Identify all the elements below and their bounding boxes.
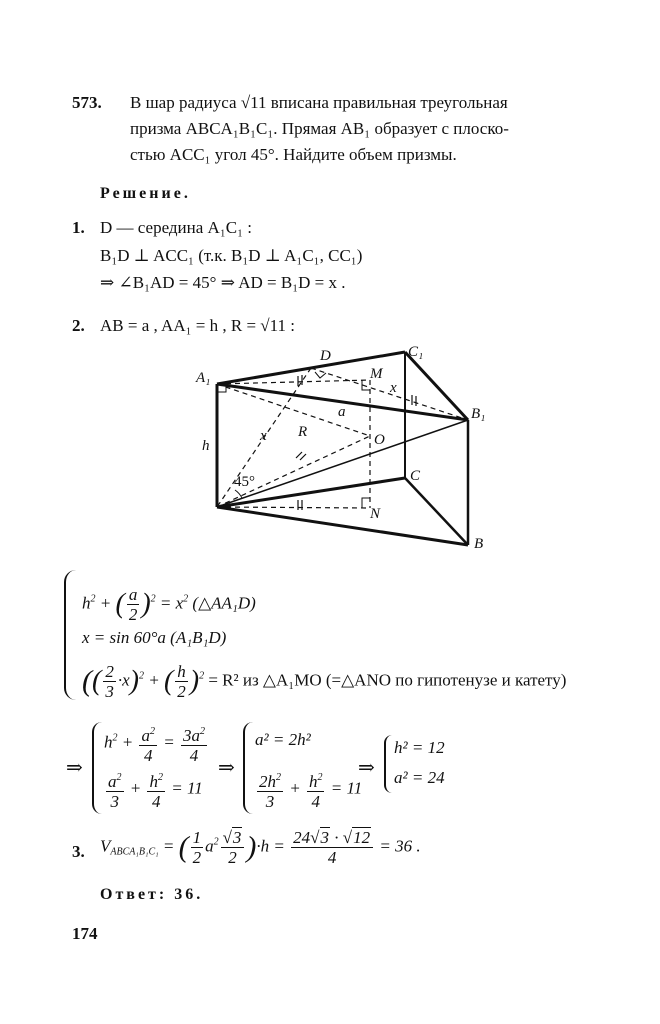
arrow-3: ⇒ bbox=[358, 757, 375, 779]
dashed-a1o bbox=[217, 384, 370, 436]
step3-formula: $V_{ABCA_1B_1C_1}$ = ( $\frac{1}{2}$ $a^2$ $\frac{√3}{2}$ )·h = $\frac{24√3 \cdot √12}{4}$ = 36 . bbox=[100, 828, 421, 867]
edge-c1b1 bbox=[405, 352, 468, 420]
step1-line-2: B₁D ⊥ ACC₁ (т.к. B₁D ⊥ A₁C₁, CC₁) bbox=[100, 246, 363, 265]
label-a1: A₁ bbox=[196, 370, 211, 386]
arrow-1: ⇒ bbox=[66, 757, 83, 779]
label-b: B bbox=[474, 536, 484, 552]
system2b-brace bbox=[243, 722, 255, 814]
problem-line-1: В шар радиуса √11 вписана правильная треугольная bbox=[130, 93, 508, 112]
system1-eq3: (( $\frac{2}{3}$ ·x)$^2$ + ( $\frac{h}{2}$ )$^2$ = R² из △A₁MO (=△ANO по гипотенузе и катету) bbox=[82, 662, 567, 701]
label-r: R bbox=[298, 424, 308, 440]
system2c-eq2: a² = 24 bbox=[394, 768, 445, 787]
answer: Ответ: 36. bbox=[100, 886, 204, 903]
step3-number: 3. bbox=[72, 842, 85, 861]
system2a-eq2: $\frac{a^2}{3}$ + $\frac{h^2}{4}$ = 11 bbox=[104, 768, 203, 811]
step1-number: 1. bbox=[72, 218, 85, 237]
label-c: C bbox=[410, 468, 421, 484]
system2a-eq1: $h^2$ + $\frac{a^2}{4}$ = $\frac{3a^2}{4}$ bbox=[104, 722, 209, 765]
label-o: O bbox=[374, 432, 385, 448]
system2b-eq1: a² = 2h² bbox=[255, 730, 311, 749]
label-angle: 45° bbox=[234, 474, 255, 490]
label-c1: C₁ bbox=[408, 344, 424, 360]
edge-ab bbox=[217, 507, 468, 545]
system2a-brace bbox=[92, 722, 104, 814]
system1-eq1: $h^2$ + ( $\frac{a}{2}$ )$^2 = x^2$ (△AA₁D) bbox=[82, 585, 256, 624]
system1-eq2 bbox=[82, 626, 226, 650]
line-ab1 bbox=[217, 420, 468, 507]
step1-line-3: ⇒ ∠B₁AD = 45° ⇒ AD = B₁D = x . bbox=[100, 273, 346, 292]
label-b1: B₁ bbox=[471, 406, 486, 422]
label-x-mid: x bbox=[260, 428, 267, 444]
dashed-an bbox=[217, 507, 370, 508]
label-h: h bbox=[202, 438, 210, 454]
system2b-eq2: $\frac{2h^2}{3}$ + $\frac{h^2}{4}$ = 11 bbox=[255, 768, 362, 811]
system2c-brace bbox=[384, 735, 394, 793]
page-number: 174 bbox=[72, 924, 98, 943]
system1-eq3-tail: = R² из △A₁MO (=△ANO по гипотенузе и катету) bbox=[208, 670, 567, 690]
arrow-2: ⇒ bbox=[218, 757, 235, 779]
prism-figure bbox=[190, 340, 500, 555]
edge-cb bbox=[405, 478, 468, 545]
label-d: D bbox=[320, 348, 331, 364]
step2-number: 2. bbox=[72, 316, 85, 335]
system1-eq2-tri: (A₁B₁D) bbox=[170, 628, 227, 647]
problem-line-3: стью ACC₁ угол 45°. Найдите объем призмы. bbox=[130, 145, 457, 164]
problem-number: 573. bbox=[72, 93, 102, 112]
system2c-eq1: h² = 12 bbox=[394, 738, 445, 757]
system1-brace bbox=[64, 570, 80, 700]
step2-line: AB = a , AA₁ = h , R = √11 : bbox=[100, 316, 295, 335]
problem-line-2: призма ABCA₁B₁C₁. Прямая AB₁ образует с плоско- bbox=[130, 119, 509, 138]
label-m: M bbox=[370, 366, 383, 382]
system1-eq1-tri: (△AA₁D) bbox=[192, 593, 256, 613]
label-n: N bbox=[370, 506, 381, 522]
solution-heading: Решение. bbox=[100, 185, 191, 202]
label-a: a bbox=[338, 404, 346, 420]
label-x-top: x bbox=[390, 380, 397, 396]
system1-eq2-lhs: x = sin 60°a bbox=[82, 628, 166, 647]
step1-line-1: D — середина A₁C₁ : bbox=[100, 218, 252, 237]
